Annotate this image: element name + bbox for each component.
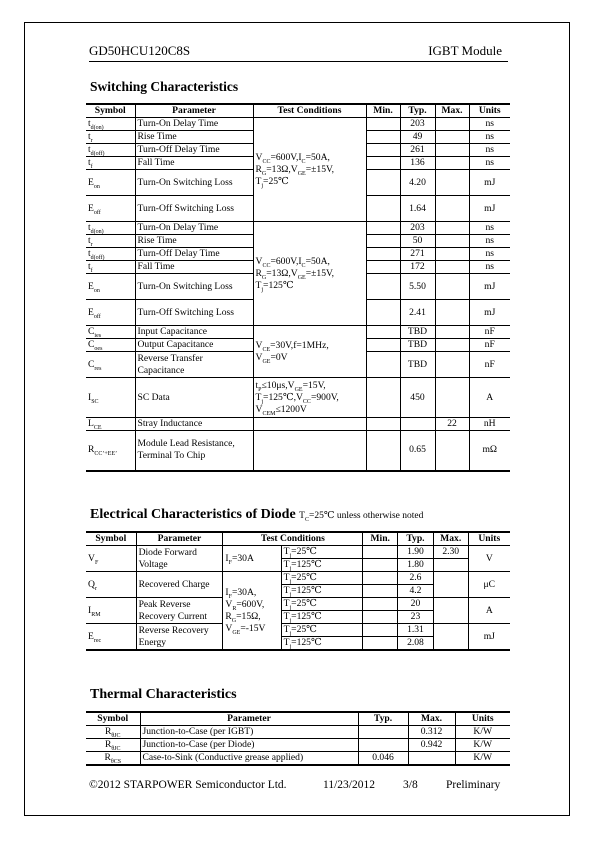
cell-max bbox=[435, 131, 469, 144]
cell-tj: $T_j=125℃$ bbox=[281, 559, 363, 572]
cell-min bbox=[366, 300, 400, 326]
cell-typ: 2.41 bbox=[400, 300, 435, 326]
cell-units: K/W bbox=[455, 752, 510, 766]
symbol-letter: E bbox=[88, 630, 94, 642]
cell-parameter: Turn-Off Delay Time bbox=[135, 144, 253, 157]
cell-typ: 0.046 bbox=[358, 752, 408, 766]
cell-typ: 4.20 bbox=[400, 170, 435, 196]
cell-units: ns bbox=[469, 261, 510, 274]
cell-tj: $T_j=25℃$ bbox=[281, 572, 363, 585]
cell-max bbox=[433, 624, 468, 651]
cell-typ: 0.65 bbox=[400, 431, 435, 471]
symbol-subscript: r bbox=[90, 241, 93, 248]
cell-test-conditions: $V_{CC}=600V,I_C=50A$, $R_G=13\Omega,V_{GE}=\pm 15V$, $T_j=25℃$ bbox=[253, 118, 366, 222]
switching-row bbox=[86, 418, 510, 431]
cell-parameter: Module Lead Resistance, Terminal To Chip bbox=[135, 431, 253, 471]
symbol-letter: E bbox=[88, 306, 94, 318]
cell-units: mΩ bbox=[469, 431, 510, 471]
symbol-letter: t bbox=[88, 235, 91, 246]
cell-max bbox=[435, 144, 469, 157]
cell-min bbox=[366, 378, 400, 418]
cell-units: nF bbox=[469, 339, 510, 352]
cell-parameter: Fall Time bbox=[135, 157, 253, 170]
cell-symbol bbox=[86, 572, 136, 598]
switching-row bbox=[86, 431, 510, 471]
cell-units: K/W bbox=[455, 739, 510, 752]
cell-max bbox=[435, 378, 469, 418]
symbol-subscript: d(on) bbox=[90, 124, 104, 131]
cell-typ: 136 bbox=[400, 157, 435, 170]
diode-row bbox=[86, 546, 510, 559]
cell-typ: TBD bbox=[400, 339, 435, 352]
cell-units: mJ bbox=[468, 624, 510, 651]
symbol-subscript: CE bbox=[93, 424, 102, 431]
cell-parameter: Turn-On Delay Time bbox=[135, 222, 253, 235]
cell-max bbox=[435, 170, 469, 196]
col-max: Max. bbox=[435, 104, 469, 118]
switching-row bbox=[86, 378, 510, 418]
switching-table bbox=[86, 103, 510, 472]
cell-typ: TBD bbox=[400, 352, 435, 378]
cell-typ: 2.6 bbox=[398, 572, 434, 585]
cell-test-conditions: $I_F=30A$ bbox=[223, 546, 281, 572]
symbol-subscript: d(off) bbox=[90, 150, 105, 157]
symbol-subscript: ies bbox=[94, 332, 102, 339]
cell-parameter: Turn-On Switching Loss bbox=[135, 170, 253, 196]
part-number: GD50HCU120C8S bbox=[89, 43, 191, 58]
footer-copyright: ©2012 STARPOWER Semiconductor Ltd. bbox=[89, 779, 287, 791]
symbol-letter: R bbox=[104, 739, 112, 750]
cell-tj: $T_j=25℃$ bbox=[281, 546, 363, 559]
cell-parameter: Stray Inductance bbox=[135, 418, 253, 431]
thermal-row bbox=[86, 752, 510, 766]
footer-status: Preliminary bbox=[446, 779, 501, 791]
cell-min bbox=[363, 559, 398, 572]
cell-symbol bbox=[86, 546, 136, 572]
cell-typ: 1.31 bbox=[398, 624, 434, 637]
cell-max bbox=[435, 222, 469, 235]
cell-units: ns bbox=[469, 235, 510, 248]
symbol-letter: C bbox=[88, 326, 95, 337]
symbol-letter: R bbox=[88, 444, 95, 456]
symbol-letter: t bbox=[88, 261, 91, 272]
cell-parameter: Turn-Off Switching Loss bbox=[135, 196, 253, 222]
cell-units: nF bbox=[469, 352, 510, 378]
cell-max bbox=[435, 300, 469, 326]
symbol-subscript: RM bbox=[91, 611, 101, 618]
cell-typ: 2.08 bbox=[398, 637, 434, 651]
cell-units: nF bbox=[469, 326, 510, 339]
cell-parameter: Output Capacitance bbox=[135, 339, 253, 352]
symbol-letter: E bbox=[88, 280, 94, 292]
cell-symbol bbox=[86, 624, 136, 651]
cell-typ: 4.2 bbox=[398, 585, 434, 598]
cell-test-conditions: $t_P\le 10\mu s,V_{GE}=15V$, $T_j=125℃,V_{CC}=900V$, $V_{CEM}\le 1200V$ bbox=[253, 378, 366, 418]
cell-min bbox=[366, 274, 400, 300]
cell-parameter: Reverse Recovery Energy bbox=[136, 624, 223, 651]
cell-parameter: Fall Time bbox=[135, 261, 253, 274]
module-type: IGBT Module bbox=[428, 43, 502, 58]
cell-max bbox=[435, 248, 469, 261]
diode-row bbox=[86, 572, 510, 585]
col-symbol: Symbol bbox=[95, 533, 127, 544]
cell-symbol bbox=[86, 235, 135, 248]
cell-parameter: Turn-Off Switching Loss bbox=[135, 300, 253, 326]
cell-test-conditions: $V_{CE}=30V,f=1MHz$, $V_{GE}=0V$ bbox=[253, 326, 366, 378]
cell-typ: TBD bbox=[400, 326, 435, 339]
cell-max: 0.942 bbox=[408, 739, 455, 752]
symbol-letter: C bbox=[88, 358, 95, 370]
cell-max bbox=[435, 118, 469, 131]
col-symbol: Symbol bbox=[97, 713, 129, 724]
col-max: Max. bbox=[433, 532, 468, 546]
cell-units: K/W bbox=[455, 726, 510, 739]
cell-typ bbox=[358, 726, 408, 739]
cell-symbol bbox=[86, 739, 140, 752]
cell-min bbox=[366, 144, 400, 157]
diode-title-text: Electrical Characteristics of Diode bbox=[90, 507, 296, 522]
cell-symbol bbox=[86, 118, 135, 131]
footer-page: 3/8 bbox=[403, 779, 418, 791]
cell-parameter: Turn-On Switching Loss bbox=[135, 274, 253, 300]
col-parameter: Parameter bbox=[135, 104, 253, 118]
symbol-subscript: d(off) bbox=[90, 254, 105, 261]
cell-units: ns bbox=[469, 144, 510, 157]
cell-min bbox=[363, 572, 398, 585]
cell-max bbox=[433, 572, 468, 598]
col-test-conditions: Test Conditions bbox=[223, 532, 363, 546]
cell-parameter: Diode Forward Voltage bbox=[136, 546, 223, 572]
diode-row bbox=[86, 598, 510, 611]
cell-max bbox=[435, 196, 469, 222]
symbol-letter: t bbox=[88, 157, 91, 168]
cell-min bbox=[366, 248, 400, 261]
diode-table bbox=[86, 531, 510, 651]
cell-parameter: Case-to-Sink (Conductive grease applied) bbox=[140, 752, 358, 766]
cell-test-conditions bbox=[253, 418, 366, 431]
cell-symbol bbox=[86, 274, 135, 300]
cell-typ: 172 bbox=[400, 261, 435, 274]
symbol-subscript: r bbox=[94, 585, 97, 592]
cell-parameter: Junction-to-Case (per IGBT) bbox=[140, 726, 358, 739]
cell-min bbox=[366, 352, 400, 378]
cell-max bbox=[435, 235, 469, 248]
symbol-subscript: SC bbox=[91, 398, 99, 405]
cell-max bbox=[408, 752, 455, 766]
symbol-letter: Q bbox=[88, 578, 95, 590]
cell-units: mJ bbox=[469, 170, 510, 196]
cell-typ: 203 bbox=[400, 118, 435, 131]
cell-typ: 23 bbox=[398, 611, 434, 624]
cell-symbol bbox=[86, 248, 135, 261]
cell-max: 0.312 bbox=[408, 726, 455, 739]
cell-parameter: Peak Reverse Recovery Current bbox=[136, 598, 223, 624]
cell-min bbox=[366, 170, 400, 196]
cell-max bbox=[433, 559, 468, 572]
cell-tj: $T_j=25℃$ bbox=[281, 624, 363, 637]
cell-parameter: Rise Time bbox=[135, 131, 253, 144]
cell-min bbox=[366, 157, 400, 170]
cell-units: ns bbox=[469, 222, 510, 235]
cell-min bbox=[366, 118, 400, 131]
cell-min bbox=[366, 431, 400, 471]
cell-typ: 1.80 bbox=[398, 559, 434, 572]
col-typ: Typ. bbox=[400, 104, 435, 118]
diode-note: $T_C=25℃$ unless otherwise noted bbox=[299, 511, 424, 523]
cell-min bbox=[363, 546, 398, 559]
cell-symbol bbox=[86, 378, 135, 418]
cell-units: V bbox=[468, 546, 510, 572]
cell-min bbox=[366, 261, 400, 274]
cell-units: ns bbox=[469, 118, 510, 131]
cell-parameter: Turn-Off Delay Time bbox=[135, 248, 253, 261]
cell-max bbox=[435, 339, 469, 352]
cell-symbol bbox=[86, 131, 135, 144]
cell-max bbox=[435, 274, 469, 300]
symbol-subscript: r bbox=[90, 137, 93, 144]
cell-tj: $T_j=25℃$ bbox=[281, 598, 363, 611]
cell-symbol bbox=[86, 352, 135, 378]
col-parameter: Parameter bbox=[140, 712, 358, 726]
col-typ: Typ. bbox=[358, 712, 408, 726]
symbol-letter: E bbox=[88, 176, 94, 188]
cell-min bbox=[366, 326, 400, 339]
cell-min bbox=[366, 418, 400, 431]
cell-max bbox=[435, 326, 469, 339]
cell-symbol bbox=[86, 726, 140, 739]
cell-min bbox=[363, 637, 398, 651]
cell-symbol bbox=[86, 326, 135, 339]
footer-date: 11/23/2012 bbox=[323, 779, 375, 791]
col-min: Min. bbox=[363, 532, 398, 546]
col-typ: Typ. bbox=[398, 532, 434, 546]
col-parameter: Parameter bbox=[136, 532, 223, 546]
cell-max bbox=[435, 352, 469, 378]
symbol-subscript: oes bbox=[94, 345, 103, 352]
cell-typ: 20 bbox=[398, 598, 434, 611]
symbol-letter: t bbox=[88, 131, 91, 142]
thermal-title: Thermal Characteristics bbox=[90, 687, 237, 702]
symbol-letter: t bbox=[88, 118, 91, 129]
switching-row bbox=[86, 118, 510, 131]
col-units: Units bbox=[469, 104, 510, 118]
symbol-subscript: rec bbox=[93, 637, 102, 644]
cell-symbol bbox=[86, 418, 135, 431]
symbol-letter: E bbox=[88, 202, 94, 214]
cell-symbol bbox=[86, 431, 135, 471]
cell-typ: 271 bbox=[400, 248, 435, 261]
cell-units: mJ bbox=[469, 196, 510, 222]
switching-row bbox=[86, 326, 510, 339]
cell-typ: 261 bbox=[400, 144, 435, 157]
cell-max: 2.30 bbox=[433, 546, 468, 559]
symbol-subscript: θJC bbox=[111, 745, 121, 752]
symbol-subscript: d(on) bbox=[90, 228, 104, 235]
cell-units: ns bbox=[469, 157, 510, 170]
cell-parameter: SC Data bbox=[135, 378, 253, 418]
symbol-subscript: on bbox=[93, 287, 100, 294]
cell-min bbox=[366, 131, 400, 144]
cell-min bbox=[366, 235, 400, 248]
cell-parameter: Reverse Transfer Capacitance bbox=[135, 352, 253, 378]
cell-parameter: Recovered Charge bbox=[136, 572, 223, 598]
cell-min bbox=[366, 196, 400, 222]
col-units: Units bbox=[455, 712, 510, 726]
cell-typ: 203 bbox=[400, 222, 435, 235]
symbol-letter: R bbox=[104, 726, 112, 737]
cell-typ: 50 bbox=[400, 235, 435, 248]
cell-tj: $T_j=125℃$ bbox=[281, 585, 363, 598]
symbol-letter: t bbox=[88, 248, 91, 259]
cell-units: μC bbox=[468, 572, 510, 598]
cell-symbol bbox=[86, 598, 136, 624]
cell-symbol bbox=[86, 222, 135, 235]
cell-typ bbox=[358, 739, 408, 752]
cell-min bbox=[366, 339, 400, 352]
symbol-subscript: off bbox=[93, 209, 101, 216]
cell-units: A bbox=[468, 598, 510, 624]
cell-parameter: Input Capacitance bbox=[135, 326, 253, 339]
col-units: Units bbox=[468, 532, 510, 546]
symbol-subscript: res bbox=[94, 365, 102, 372]
symbol-subscript: F bbox=[94, 559, 99, 566]
cell-min bbox=[363, 624, 398, 637]
cell-typ: 450 bbox=[400, 378, 435, 418]
symbol-letter: t bbox=[88, 222, 91, 233]
cell-units: ns bbox=[469, 131, 510, 144]
cell-symbol bbox=[86, 170, 135, 196]
col-test-conditions: Test Conditions bbox=[253, 104, 366, 118]
cell-min bbox=[363, 598, 398, 611]
cell-test-conditions: $V_{CC}=600V,I_C=50A$, $R_G=13\Omega,V_{GE}=\pm 15V$, $T_j=125℃$ bbox=[253, 222, 366, 326]
symbol-letter: L bbox=[88, 418, 94, 429]
symbol-letter: V bbox=[88, 552, 95, 564]
symbol-subscript: on bbox=[93, 183, 100, 190]
diode-row bbox=[86, 624, 510, 637]
symbol-subscript: θCS bbox=[110, 758, 122, 765]
cell-max bbox=[435, 261, 469, 274]
col-max: Max. bbox=[408, 712, 455, 726]
symbol-subscript: CC’+EE’ bbox=[94, 451, 118, 458]
thermal-table bbox=[86, 711, 510, 766]
cell-units: A bbox=[469, 378, 510, 418]
cell-typ: 1.64 bbox=[400, 196, 435, 222]
symbol-letter: t bbox=[88, 144, 91, 155]
cell-symbol bbox=[86, 157, 135, 170]
cell-parameter: Junction-to-Case (per Diode) bbox=[140, 739, 358, 752]
cell-test-conditions bbox=[253, 431, 366, 471]
cell-min bbox=[366, 222, 400, 235]
switching-title: Switching Characteristics bbox=[90, 79, 239, 94]
cell-typ bbox=[400, 418, 435, 431]
cell-symbol bbox=[86, 196, 135, 222]
symbol-subscript: f bbox=[90, 267, 93, 274]
symbol-letter: R bbox=[104, 752, 111, 763]
cell-test-conditions: $I_F=30A$, $V_R=600V$, $R_G=15\Omega$, $V_{GE}=-15V$ bbox=[223, 572, 281, 651]
cell-symbol bbox=[86, 752, 140, 766]
symbol-subscript: θJC bbox=[111, 732, 121, 739]
cell-symbol bbox=[86, 300, 135, 326]
cell-symbol bbox=[86, 144, 135, 157]
col-symbol: Symbol bbox=[94, 105, 126, 116]
cell-min bbox=[363, 611, 398, 624]
cell-max bbox=[435, 157, 469, 170]
cell-min bbox=[363, 585, 398, 598]
symbol-subscript: off bbox=[93, 313, 101, 320]
cell-parameter: Turn-On Delay Time bbox=[135, 118, 253, 131]
cell-max: 22 bbox=[435, 418, 469, 431]
cell-units: ns bbox=[469, 248, 510, 261]
cell-units: nH bbox=[469, 418, 510, 431]
symbol-letter: C bbox=[88, 339, 95, 350]
symbol-letter: I bbox=[88, 604, 92, 616]
cell-symbol bbox=[86, 261, 135, 274]
symbol-letter: I bbox=[88, 391, 92, 403]
col-min: Min. bbox=[366, 104, 400, 118]
cell-typ: 5.50 bbox=[400, 274, 435, 300]
diode-title bbox=[90, 507, 423, 523]
cell-units: mJ bbox=[469, 300, 510, 326]
cell-max bbox=[435, 431, 469, 471]
cell-max bbox=[433, 598, 468, 624]
cell-tj: $T_j=125℃$ bbox=[281, 611, 363, 624]
symbol-subscript: f bbox=[90, 163, 93, 170]
switching-row bbox=[86, 222, 510, 235]
cell-tj: $T_j=125℃$ bbox=[281, 637, 363, 651]
cell-symbol bbox=[86, 339, 135, 352]
cell-units: mJ bbox=[469, 274, 510, 300]
thermal-row bbox=[86, 726, 510, 739]
cell-parameter: Rise Time bbox=[135, 235, 253, 248]
cell-typ: 49 bbox=[400, 131, 435, 144]
header-rule bbox=[89, 61, 508, 62]
cell-typ: 1.90 bbox=[398, 546, 434, 559]
thermal-row bbox=[86, 739, 510, 752]
